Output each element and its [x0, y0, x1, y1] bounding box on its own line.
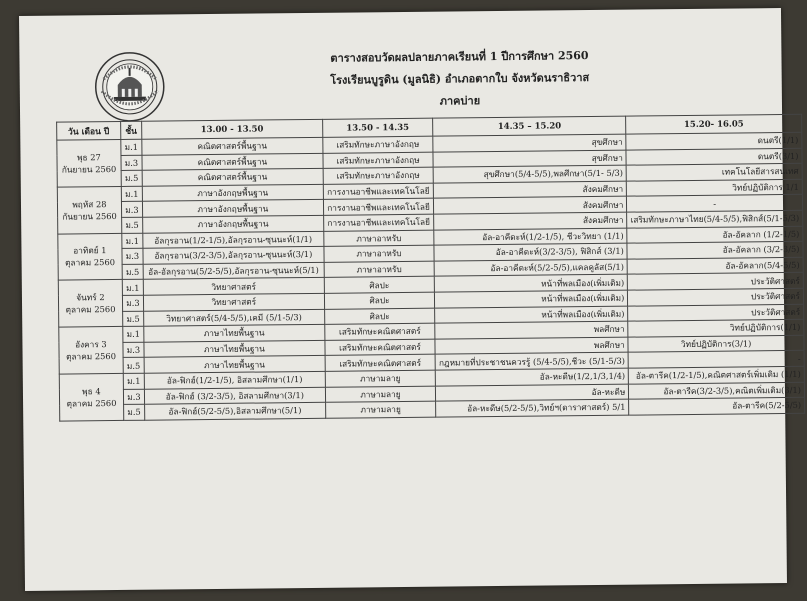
subject-cell: วิทย์ปฏิบัติการ(1/1): [628, 319, 804, 336]
subject-cell: ภาษามลายู: [325, 370, 436, 387]
subject-cell: อัล-หะดีษ(5/2-5/5),วิทย์ฯ(ดาราศาสตร์) 5/1: [436, 399, 629, 417]
subject-cell: พลศึกษา: [435, 337, 628, 355]
subject-cell: อัล-อาคีดะห์(1/2-1/5), ชีวะวิทยา (1/1): [434, 228, 627, 246]
class-cell: ม.3: [121, 155, 142, 171]
class-cell: ม.3: [122, 295, 143, 311]
subject-cell: อัล-อัลกุรอาน(5/2-5/5),อัลกุรอาน-ซุนนะห์(5/1): [143, 262, 324, 279]
subject-cell: ศิลปะ: [324, 308, 435, 325]
subject-cell: อัล-ตารีค(3/2-3/5),คณิตเพิ่มเติม(3/1): [629, 382, 805, 399]
class-cell: ม.5: [122, 264, 143, 280]
subject-cell: ภาษาอังกฤษพื้นฐาน: [143, 215, 324, 232]
subject-cell: ภาษาอังกฤษพื้นฐาน: [142, 184, 323, 201]
session-label: ภาคบ่าย: [439, 94, 481, 108]
class-cell: ม.1: [122, 233, 143, 249]
subject-cell: วิทยาศาสตร์: [143, 278, 324, 295]
subject-cell: อัล-อาคีดะห์(5/2-5/5),แคลคูลัส(5/1): [434, 259, 627, 277]
header-date: วัน เดือน ปี: [57, 121, 121, 140]
header-period-3: 14.35 – 15.20: [433, 116, 626, 136]
subject-cell: การงานอาชีพและเทคโนโลยี: [323, 199, 434, 216]
subject-cell: อัล-อัคลาก (1/2-1/5): [627, 226, 803, 243]
subject-cell: ภาษาอังกฤษพื้นฐาน: [142, 200, 323, 217]
school-seal-icon: [93, 50, 166, 123]
subject-cell: กฎหมายที่ประชาชนควรรู้ (5/4-5/5),ชีวะ (5/1-5/3): [435, 352, 628, 370]
subject-cell: อัล-อัคลาก (3/2-3/5): [627, 241, 803, 258]
class-cell: ม.5: [121, 170, 142, 186]
subject-cell: เสริมทักษะคณิตศาสตร์: [325, 354, 436, 371]
school-name: โรงเรียนบูรูดิน (มูลนิธิ) อำเภอตากใบ จังหวัดนราธิวาส: [330, 71, 590, 87]
subject-cell: วิทย์ปฏิบัติการ 1/1: [627, 179, 803, 196]
subject-cell: เสริมทักษะคณิตศาสตร์: [324, 323, 435, 340]
subject-cell: อัล-ฟิกฮ์(1/2-1/5), อิสลามศึกษา(1/1): [144, 371, 325, 388]
class-cell: ม.3: [121, 202, 142, 218]
subject-cell: ประวัติศาสตร์: [628, 288, 804, 305]
header-class: ชั้น: [120, 121, 141, 139]
class-cell: ม.1: [123, 326, 144, 342]
exam-table: [56, 114, 805, 421]
class-cell: ม.1: [121, 186, 142, 202]
class-cell: ม.5: [122, 311, 143, 327]
subject-cell: เสริมทักษะภาษาอังกฤษ: [323, 152, 434, 169]
subject-cell: อัลกุรอาน(1/2-1/5),อัลกุรอาน-ซุนนะห์(1/1): [143, 231, 324, 248]
day-cell: พฤหัส 28 กันยายน 2560: [57, 186, 121, 233]
subject-cell: การงานอาชีพและเทคโนโลยี: [323, 214, 434, 231]
class-cell: ม.3: [123, 342, 144, 358]
subject-cell: อัล-ตารีค(5/2-5/5): [629, 397, 805, 414]
subject-cell: เสริมทักษะภาษาอังกฤษ: [323, 167, 434, 184]
subject-cell: เสริมทักษะคณิตศาสตร์: [325, 339, 436, 356]
subject-cell: อัล-หะดีษ: [436, 384, 629, 402]
subject-cell: ศิลปะ: [324, 292, 435, 309]
header-period-4: 15.20- 16.05: [626, 114, 802, 134]
subject-cell: สุขศึกษา: [433, 150, 626, 168]
subject-cell: อัล-หะดีษ(1/2,1/3,1/4): [436, 368, 629, 386]
subject-cell: เทคโนโลยีสารสนเทศ: [626, 164, 802, 181]
class-cell: ม.1: [123, 373, 144, 389]
subject-cell: วิทยาศาสตร์(5/4-5/5),เคมี (5/1-5/3): [144, 309, 325, 326]
subject-cell: การงานอาชีพและเทคโนโลยี: [323, 183, 434, 200]
class-cell: ม.1: [122, 280, 143, 296]
subject-cell: ประวัติศาสตร์: [628, 273, 804, 290]
subject-cell: วิทยาศาสตร์: [143, 293, 324, 310]
subject-cell: หน้าที่พลเมือง(เพิ่มเติม): [435, 290, 628, 308]
subject-cell: ภาษามลายู: [325, 386, 436, 403]
class-cell: ม.1: [121, 139, 142, 155]
subject-cell: ศิลปะ: [324, 277, 435, 294]
subject-cell: ภาษาไทยพื้นฐาน: [144, 340, 325, 357]
day-cell: อังคาร 3 ตุลาคม 2560: [59, 327, 123, 374]
subject-cell: สังคมศึกษา: [434, 181, 627, 199]
subject-cell: ประวัติศาสตร์: [628, 304, 804, 321]
day-cell: จันทร์ 2 ตุลาคม 2560: [58, 280, 122, 327]
subject-cell: หน้าที่พลเมือง(เพิ่มเติม): [435, 306, 628, 324]
class-cell: ม.5: [121, 217, 142, 233]
subject-cell: คณิตศาสตร์พื้นฐาน: [142, 137, 323, 154]
class-cell: ม.3: [123, 389, 144, 405]
subject-cell: สังคมศึกษา: [434, 212, 627, 230]
subject-cell: คณิตศาสตร์พื้นฐาน: [142, 153, 323, 170]
subject-cell: คณิตศาสตร์พื้นฐาน: [142, 169, 323, 186]
exam-schedule-sheet: [19, 8, 802, 591]
day-cell: พุธ 4 ตุลาคม 2560: [59, 373, 123, 420]
subject-cell: ดนตรี(3/1): [626, 148, 802, 165]
subject-cell: วิทย์ปฏิบัติการ(3/1): [628, 335, 804, 352]
header-period-2: 13.50 - 14.35: [322, 118, 433, 137]
subject-cell: พลศึกษา: [435, 321, 628, 339]
subject-cell: ภาษาอาหรับ: [323, 230, 434, 247]
subject-cell: สังคมศึกษา: [434, 197, 627, 215]
class-cell: ม.5: [123, 358, 144, 374]
subject-cell: เสริมทักษะภาษาอังกฤษ: [322, 136, 433, 153]
subject-cell: หน้าที่พลเมือง(เพิ่มเติม): [435, 274, 628, 292]
subject-cell: อัล-ฟิกฮ์ (3/2-3/5), อิสลามศึกษา(3/1): [144, 387, 325, 404]
class-cell: ม.3: [122, 248, 143, 264]
subject-cell: สุขศึกษา: [433, 134, 626, 152]
subject-cell: ภาษาไทยพื้นฐาน: [144, 324, 325, 341]
subject-cell: สุขศึกษา(5/4-5/5),พลศึกษา(5/1- 5/3): [433, 165, 626, 183]
subject-cell: ภาษาไทยพื้นฐาน: [144, 356, 325, 373]
subject-cell: ดนตรี(1/1): [626, 132, 802, 149]
subject-cell: -: [627, 195, 803, 212]
subject-cell: อัล-อาคีดะห์(3/2-3/5), ฟิสิกส์ (3/1): [434, 243, 627, 261]
subject-cell: อัล-ตารีค(1/2-1/5),คณิตศาสตร์เพิ่มเติม (1/1): [629, 366, 805, 383]
page-title: ตารางสอบวัดผลปลายภาคเรียนที่ 1 ปีการศึกษา 2560: [330, 49, 589, 65]
header-period-1: 13.00 - 13.50: [142, 119, 323, 139]
subject-cell: -: [628, 351, 804, 368]
subject-cell: เสริมทักษะภาษาไทย(5/4-5/5),ฟิสิกส์(5/1-5/3): [627, 210, 803, 227]
day-cell: พุธ 27 กันยายน 2560: [57, 139, 121, 186]
subject-cell: ภาษามลายู: [325, 401, 436, 418]
subject-cell: ภาษาอาหรับ: [324, 261, 435, 278]
day-cell: อาทิตย์ 1 ตุลาคม 2560: [58, 233, 122, 280]
subject-cell: อัลกุรอาน(3/2-3/5),อัลกุรอาน-ซุนนะห์(3/1): [143, 246, 324, 263]
subject-cell: อัล-ฟิกฮ์(5/2-5/5),อิสลามศึกษา(5/1): [145, 402, 326, 419]
subject-cell: ภาษาอาหรับ: [324, 245, 435, 262]
class-cell: ม.5: [123, 404, 144, 420]
subject-cell: อัล-อัคลาก(5/4-5/5): [627, 257, 803, 274]
